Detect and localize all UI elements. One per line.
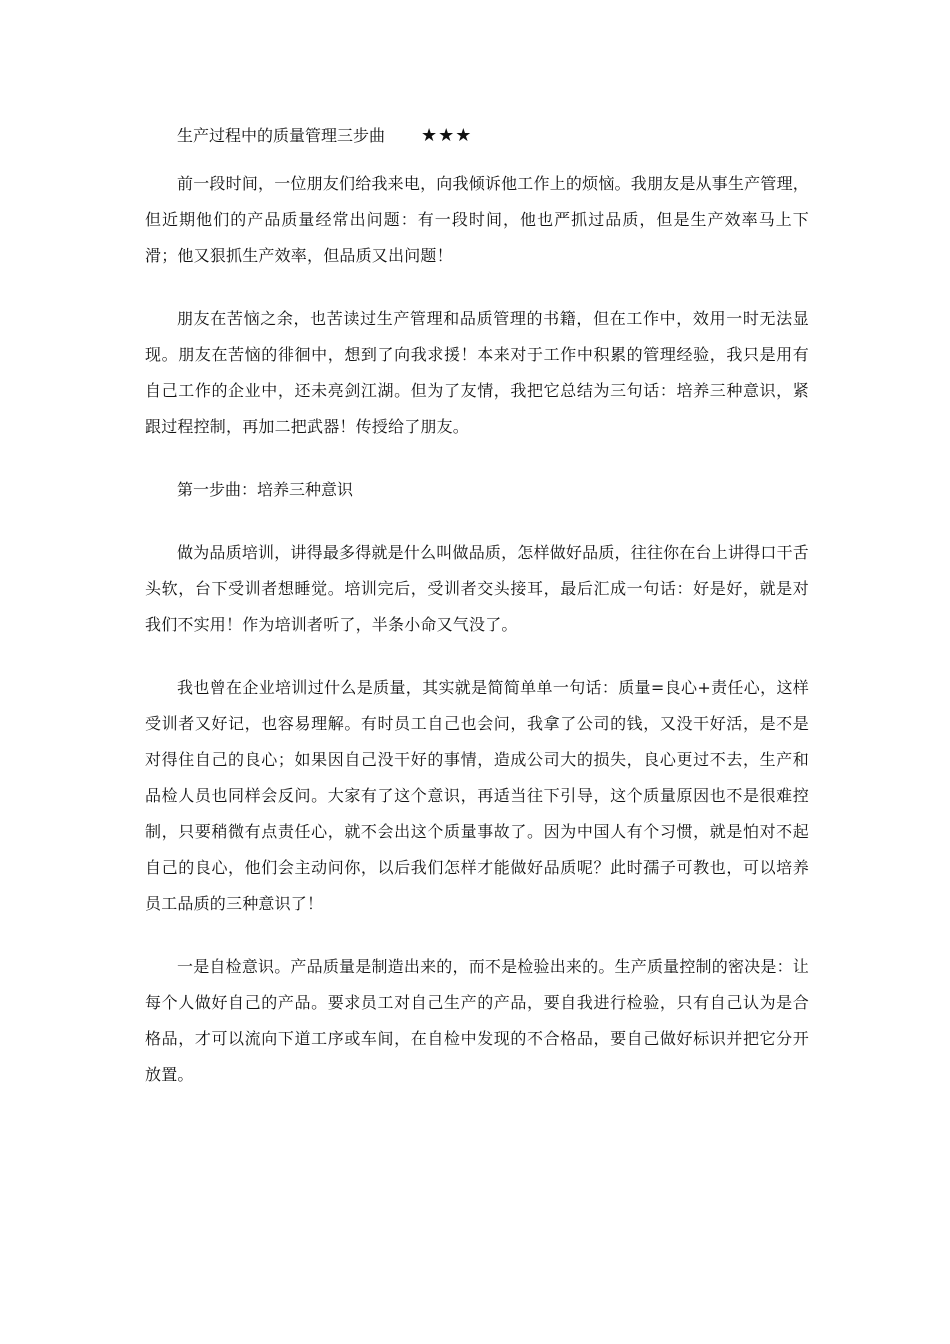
paragraph-section-2: 我也曾在企业培训过什么是质量，其实就是简简单单一句话：质量=良心+责任心，这样受训者又好记，也容易理解。有时员工自己也会问，我拿了公司的钱，又没干好活，是不是对得住自己的良心；如果因自己没干好的事情，造成公司大的损失，良心更过不去，生产和品检人员也同样会反问。大家有了这个意识，再适当往下引导，这个质量原因也不是很难控制，只要稍微有点责任心，就不会出这个质量事故了。因为中国人有个习惯，就是怕对不起自己的良心，他们会主动问你，以后我们怎样才能做好品质呢？此时孺子可教也，可以培养员工品质的三种意识了！ — [145, 678, 809, 913]
rating-stars-icon: ★★★ — [421, 125, 473, 146]
paragraph-intro-2: 朋友在苦恼之余，也苦读过生产管理和品质管理的书籍，但在工作中，效用一时无法显现。朋友在苦恼的徘徊中，想到了向我求援！本来对于工作中积累的管理经验，我只是用有自己工作的企业中，还未亮剑江湖。但为了友情，我把它总结为三句话：培养三种意识，紧跟过程控制，再加二把武器！传授给了朋友。 — [145, 309, 809, 436]
paragraph-section-1: 做为品质培训，讲得最多得就是什么叫做品质，怎样做好品质，往往你在台上讲得口干舌头软，台下受训者想睡觉。培训完后，受训者交头接耳，最后汇成一句话：好是好，就是对我们不实用！作为培训者听了，半条小命又气没了。 — [145, 543, 809, 634]
paragraph-section-3: 一是自检意识。产品质量是制造出来的，而不是检验出来的。生产质量控制的密决是：让每个人做好自己的产品。要求员工对自己生产的产品，要自我进行检验，只有自己认为是合格品，才可以流向下道工序或车间，在自检中发现的不合格品，要自己做好标识并把它分开放置。 — [145, 957, 809, 1084]
document-title: 生产过程中的质量管理三步曲 — [177, 126, 386, 145]
document-title-line — [145, 118, 809, 154]
paragraph-intro-1: 前一段时间，一位朋友们给我来电，向我倾诉他工作上的烦恼。我朋友是从事生产管理，但近期他们的产品质量经常出问题：有一段时间，他也严抓过品质，但是生产效率马上下滑；他又狠抓生产效率，但品质又出问题！ — [145, 174, 809, 265]
document-page — [145, 118, 809, 1120]
section-heading: 第一步曲：培养三种意识 — [177, 480, 354, 499]
